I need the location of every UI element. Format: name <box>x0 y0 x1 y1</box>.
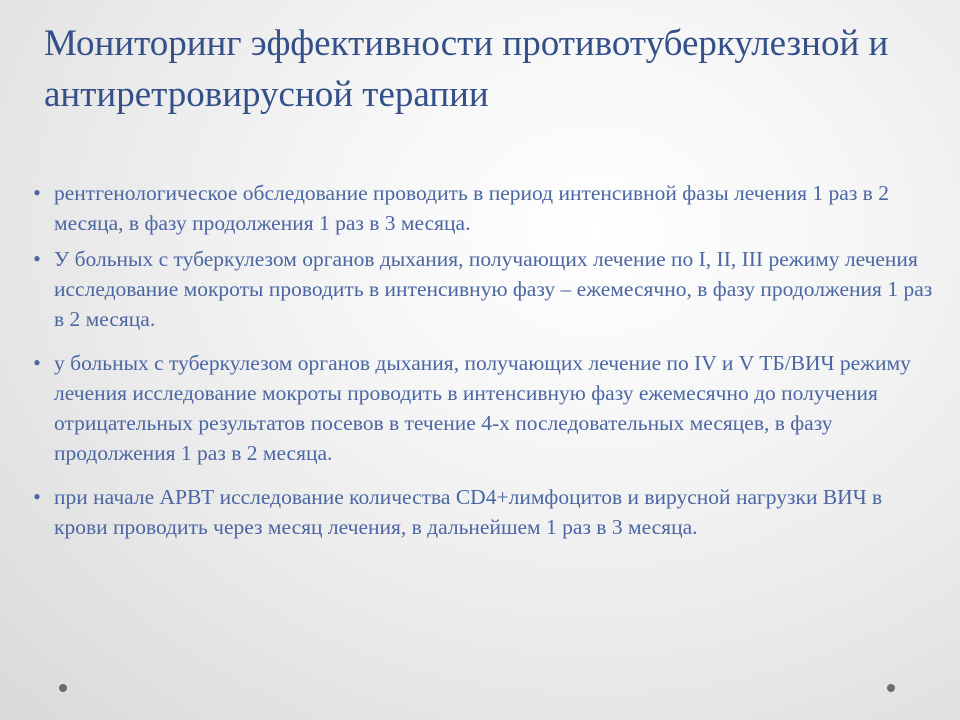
bullet-dot-icon: • <box>33 180 41 205</box>
bullet-item-sputum-regimen-1-3 <box>30 244 940 334</box>
bullet-text: рентгенологическое обследование проводить в период интенсивной фазы лечения 1 раз в 2 месяца, в фазу продолжения 1 раз в 3 месяца. <box>54 181 889 235</box>
decorative-dot-icon <box>887 684 895 692</box>
bullet-dot-icon: • <box>33 484 41 509</box>
bullet-text: при начале АРВТ исследование количества CD4+лимфоцитов и вирусной нагрузки ВИЧ в крови проводить через месяц лечения, в дальнейшем 1 раз в 3 месяца. <box>54 485 883 539</box>
slide-title: Мониторинг эффективности противотуберкулезной и антиретровирусной терапии <box>44 23 889 115</box>
bullet-item-art-cd4 <box>30 482 940 542</box>
bullet-item-sputum-regimen-4-5 <box>30 348 940 468</box>
decorative-dot-icon <box>59 684 67 692</box>
bullet-item-radiology <box>30 178 940 238</box>
bullet-text: У больных с туберкулезом органов дыхания, получающих лечение по I, II, III режиму лечения исследование мокроты проводить в интенсивную фазу – ежемесячно, в фазу продолжения 1 раз в 2 месяца. <box>54 247 933 331</box>
bullet-dot-icon: • <box>33 246 41 271</box>
bullet-dot-icon: • <box>33 350 41 375</box>
bullet-text: у больных с туберкулезом органов дыхания, получающих лечение по IV и V ТБ/ВИЧ режиму лечения исследование мокроты проводить в интенсивную фазу ежемесячно до получения отрицательных результатов посевов в течение 4-х последовательных месяцев, в фазу продолжения 1 раз в 2 месяца. <box>54 351 911 465</box>
bullet-list <box>30 178 940 548</box>
